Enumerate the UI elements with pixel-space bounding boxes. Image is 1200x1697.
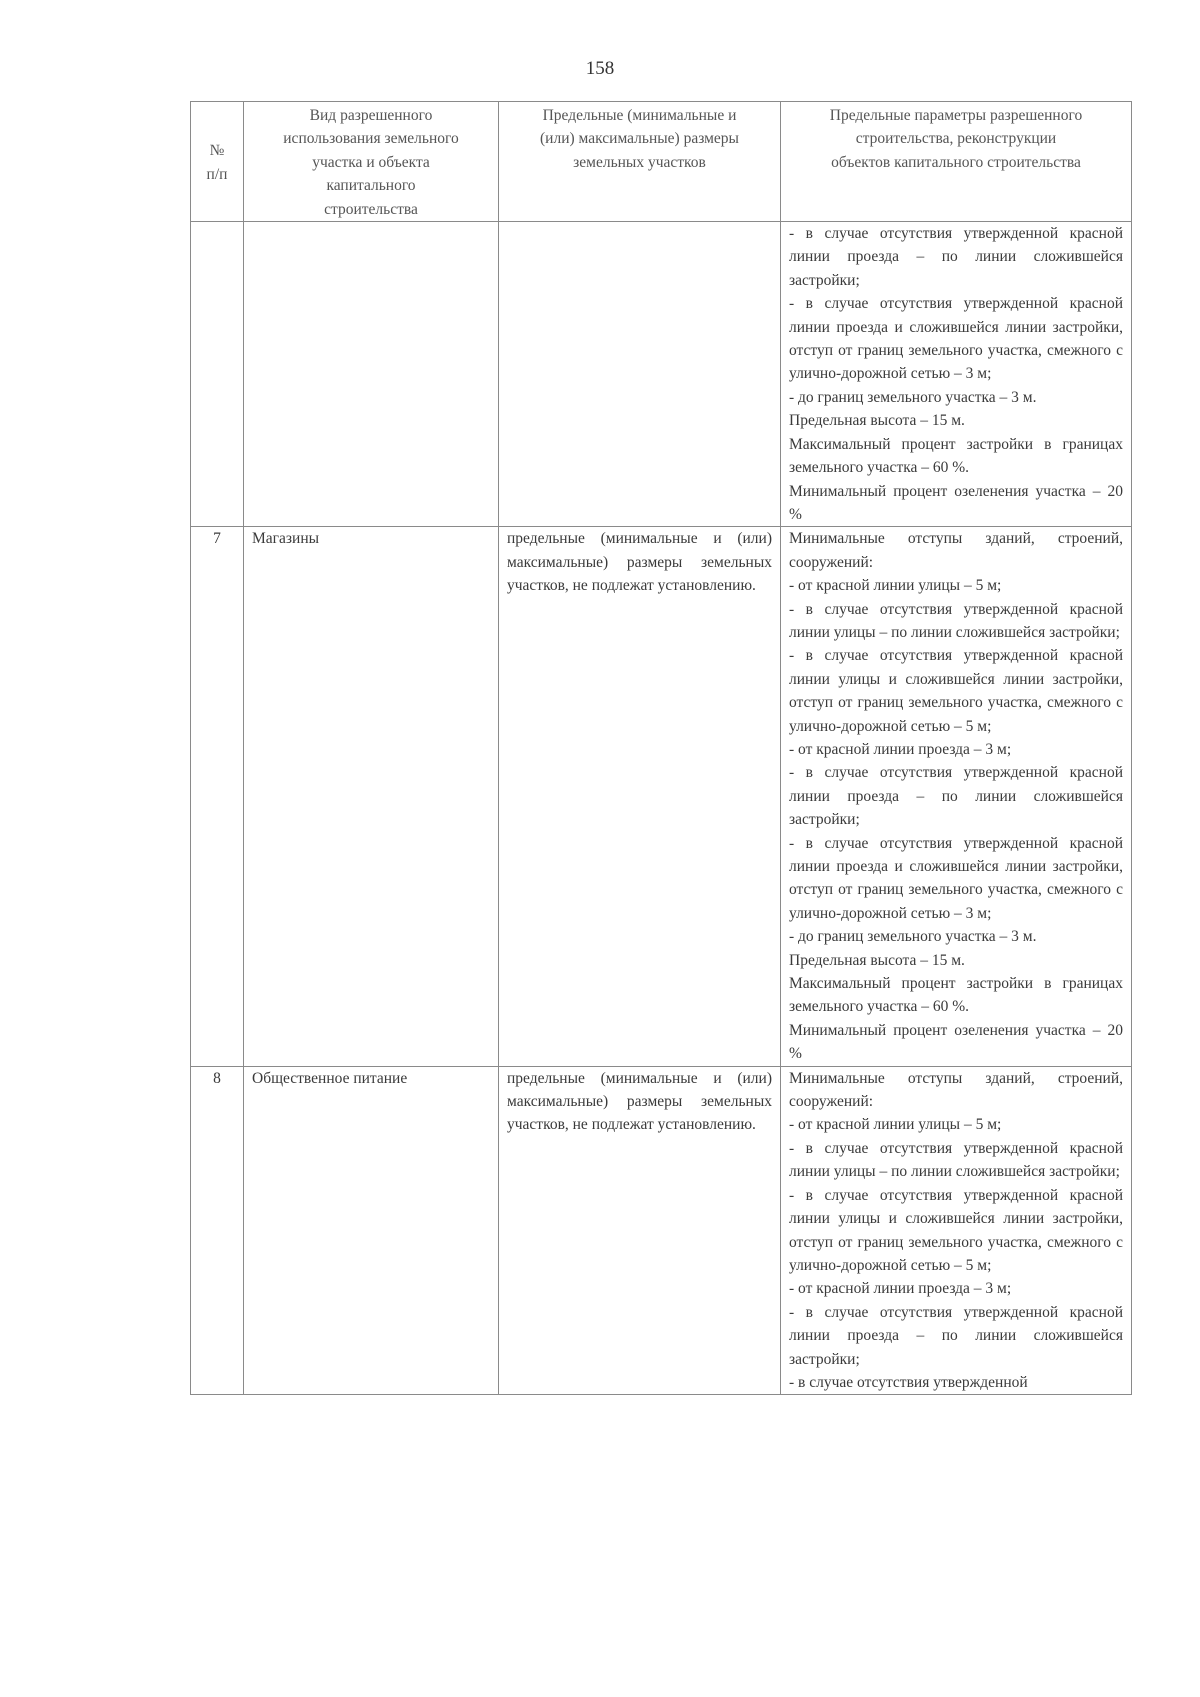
header-use-line: капитального bbox=[326, 177, 416, 195]
permitted-use-cell: Магазины bbox=[244, 527, 499, 1066]
plot-size-cell: предельные (минимальные и (или) максимальные) размеры земельных участков, не подлежат установлению. bbox=[499, 1066, 781, 1395]
param-paragraph: - в случае отсутствия утвержденной красной линии проезда – по линии сложившейся застройки; bbox=[789, 1303, 1123, 1368]
param-paragraph: - от красной линии проезда – 3 м; bbox=[789, 740, 1012, 758]
page-number: 158 bbox=[585, 58, 615, 79]
param-paragraph: - в случае отсутствия утвержденной красной линии проезда и сложившейся линии застройки, отступ от границ земельного участка, смежного с улично-дорожной сетью – 3 м; bbox=[789, 295, 1123, 383]
header-params-line: Предельные параметры разрешенного bbox=[829, 107, 1083, 124]
param-paragraph: - в случае отсутствия утвержденной bbox=[789, 1373, 1028, 1391]
param-paragraph: - от красной линии улицы – 5 м; bbox=[789, 577, 1002, 595]
table-row bbox=[191, 222, 1132, 527]
param-paragraph: Минимальный процент озеленения участка – 20 % bbox=[789, 1021, 1123, 1063]
header-params-line: строительства, реконструкции bbox=[855, 130, 1057, 148]
param-paragraph: - в случае отсутствия утвержденной красной линии улицы и сложившейся линии застройки, отступ от границ земельного участка, смежного с улично-дорожной сетью – 5 м; bbox=[789, 1186, 1123, 1274]
plot-size-cell bbox=[499, 222, 781, 527]
param-paragraph: Минимальные отступы зданий, строений, сооружений: bbox=[789, 1069, 1123, 1111]
param-paragraph: - в случае отсутствия утвержденной красной линии улицы и сложившейся линии застройки, отступ от границ земельного участка, смежного с улично-дорожной сетью – 5 м; bbox=[789, 647, 1123, 735]
header-construction-params bbox=[781, 102, 1132, 222]
param-paragraph: - в случае отсутствия утвержденной красной линии проезда – по линии сложившейся застройки; bbox=[789, 764, 1123, 829]
header-plot-size bbox=[499, 102, 781, 222]
param-paragraph: Максимальный процент застройки в границах земельного участка – 60 %. bbox=[789, 435, 1123, 477]
param-paragraph: - в случае отсутствия утвержденной красной линии улицы – по линии сложившейся застройки; bbox=[789, 600, 1123, 641]
row-number-cell bbox=[191, 222, 244, 527]
permitted-use-cell: Общественное питание bbox=[244, 1066, 499, 1395]
header-permitted-use bbox=[244, 102, 499, 222]
param-paragraph: - от красной линии улицы – 5 м; bbox=[789, 1116, 1002, 1134]
construction-params-cell bbox=[781, 527, 1132, 1066]
plot-size-cell: предельные (минимальные и (или) максимальные) размеры земельных участков, не подлежат установлению. bbox=[499, 527, 781, 1066]
table-header-row bbox=[191, 102, 1132, 222]
param-paragraph: Предельная высота – 15 м. bbox=[789, 951, 965, 969]
param-paragraph: - до границ земельного участка – 3 м. bbox=[789, 388, 1037, 406]
param-paragraph: - до границ земельного участка – 3 м. bbox=[789, 928, 1037, 946]
param-paragraph: - в случае отсутствия утвержденной красной линии проезда – по линии сложившейся застройки; bbox=[789, 225, 1123, 289]
header-number-line: п/п bbox=[206, 165, 228, 183]
header-number bbox=[191, 102, 244, 222]
header-size-line: земельных участков bbox=[573, 153, 706, 171]
row-number-cell: 7 bbox=[191, 527, 244, 1066]
param-paragraph: - от красной линии проезда – 3 м; bbox=[789, 1280, 1012, 1298]
param-paragraph: - в случае отсутствия утвержденной красной линии проезда и сложившейся линии застройки, отступ от границ земельного участка, смежного с улично-дорожной сетью – 3 м; bbox=[789, 834, 1123, 922]
param-paragraph: Максимальный процент застройки в границах земельного участка – 60 %. bbox=[789, 975, 1123, 1016]
construction-params-cell bbox=[781, 222, 1132, 527]
param-paragraph: Предельная высота – 15 м. bbox=[789, 412, 965, 430]
header-use-line: строительства bbox=[324, 200, 418, 218]
param-paragraph: Минимальные отступы зданий, строений, сооружений: bbox=[789, 530, 1123, 571]
row-number-cell: 8 bbox=[191, 1066, 244, 1395]
regulations-table bbox=[190, 101, 1132, 1395]
table-row bbox=[191, 1066, 1132, 1395]
table-row bbox=[191, 527, 1132, 1066]
header-params-line: объектов капитального строительства bbox=[831, 153, 1081, 171]
header-use-line: использования земельного bbox=[283, 130, 459, 148]
header-size-line: (или) максимальные) размеры bbox=[540, 130, 739, 148]
construction-params-cell bbox=[781, 1066, 1132, 1395]
param-paragraph: Минимальный процент озеленения участка – 20 % bbox=[789, 482, 1123, 523]
header-use-line: Вид разрешенного bbox=[309, 107, 433, 124]
header-size-line: Предельные (минимальные и bbox=[542, 107, 737, 124]
header-number-line: № bbox=[209, 142, 225, 160]
param-paragraph: - в случае отсутствия утвержденной красной линии улицы – по линии сложившейся застройки; bbox=[789, 1139, 1123, 1181]
permitted-use-cell bbox=[244, 222, 499, 527]
header-use-line: участка и объекта bbox=[312, 153, 430, 171]
